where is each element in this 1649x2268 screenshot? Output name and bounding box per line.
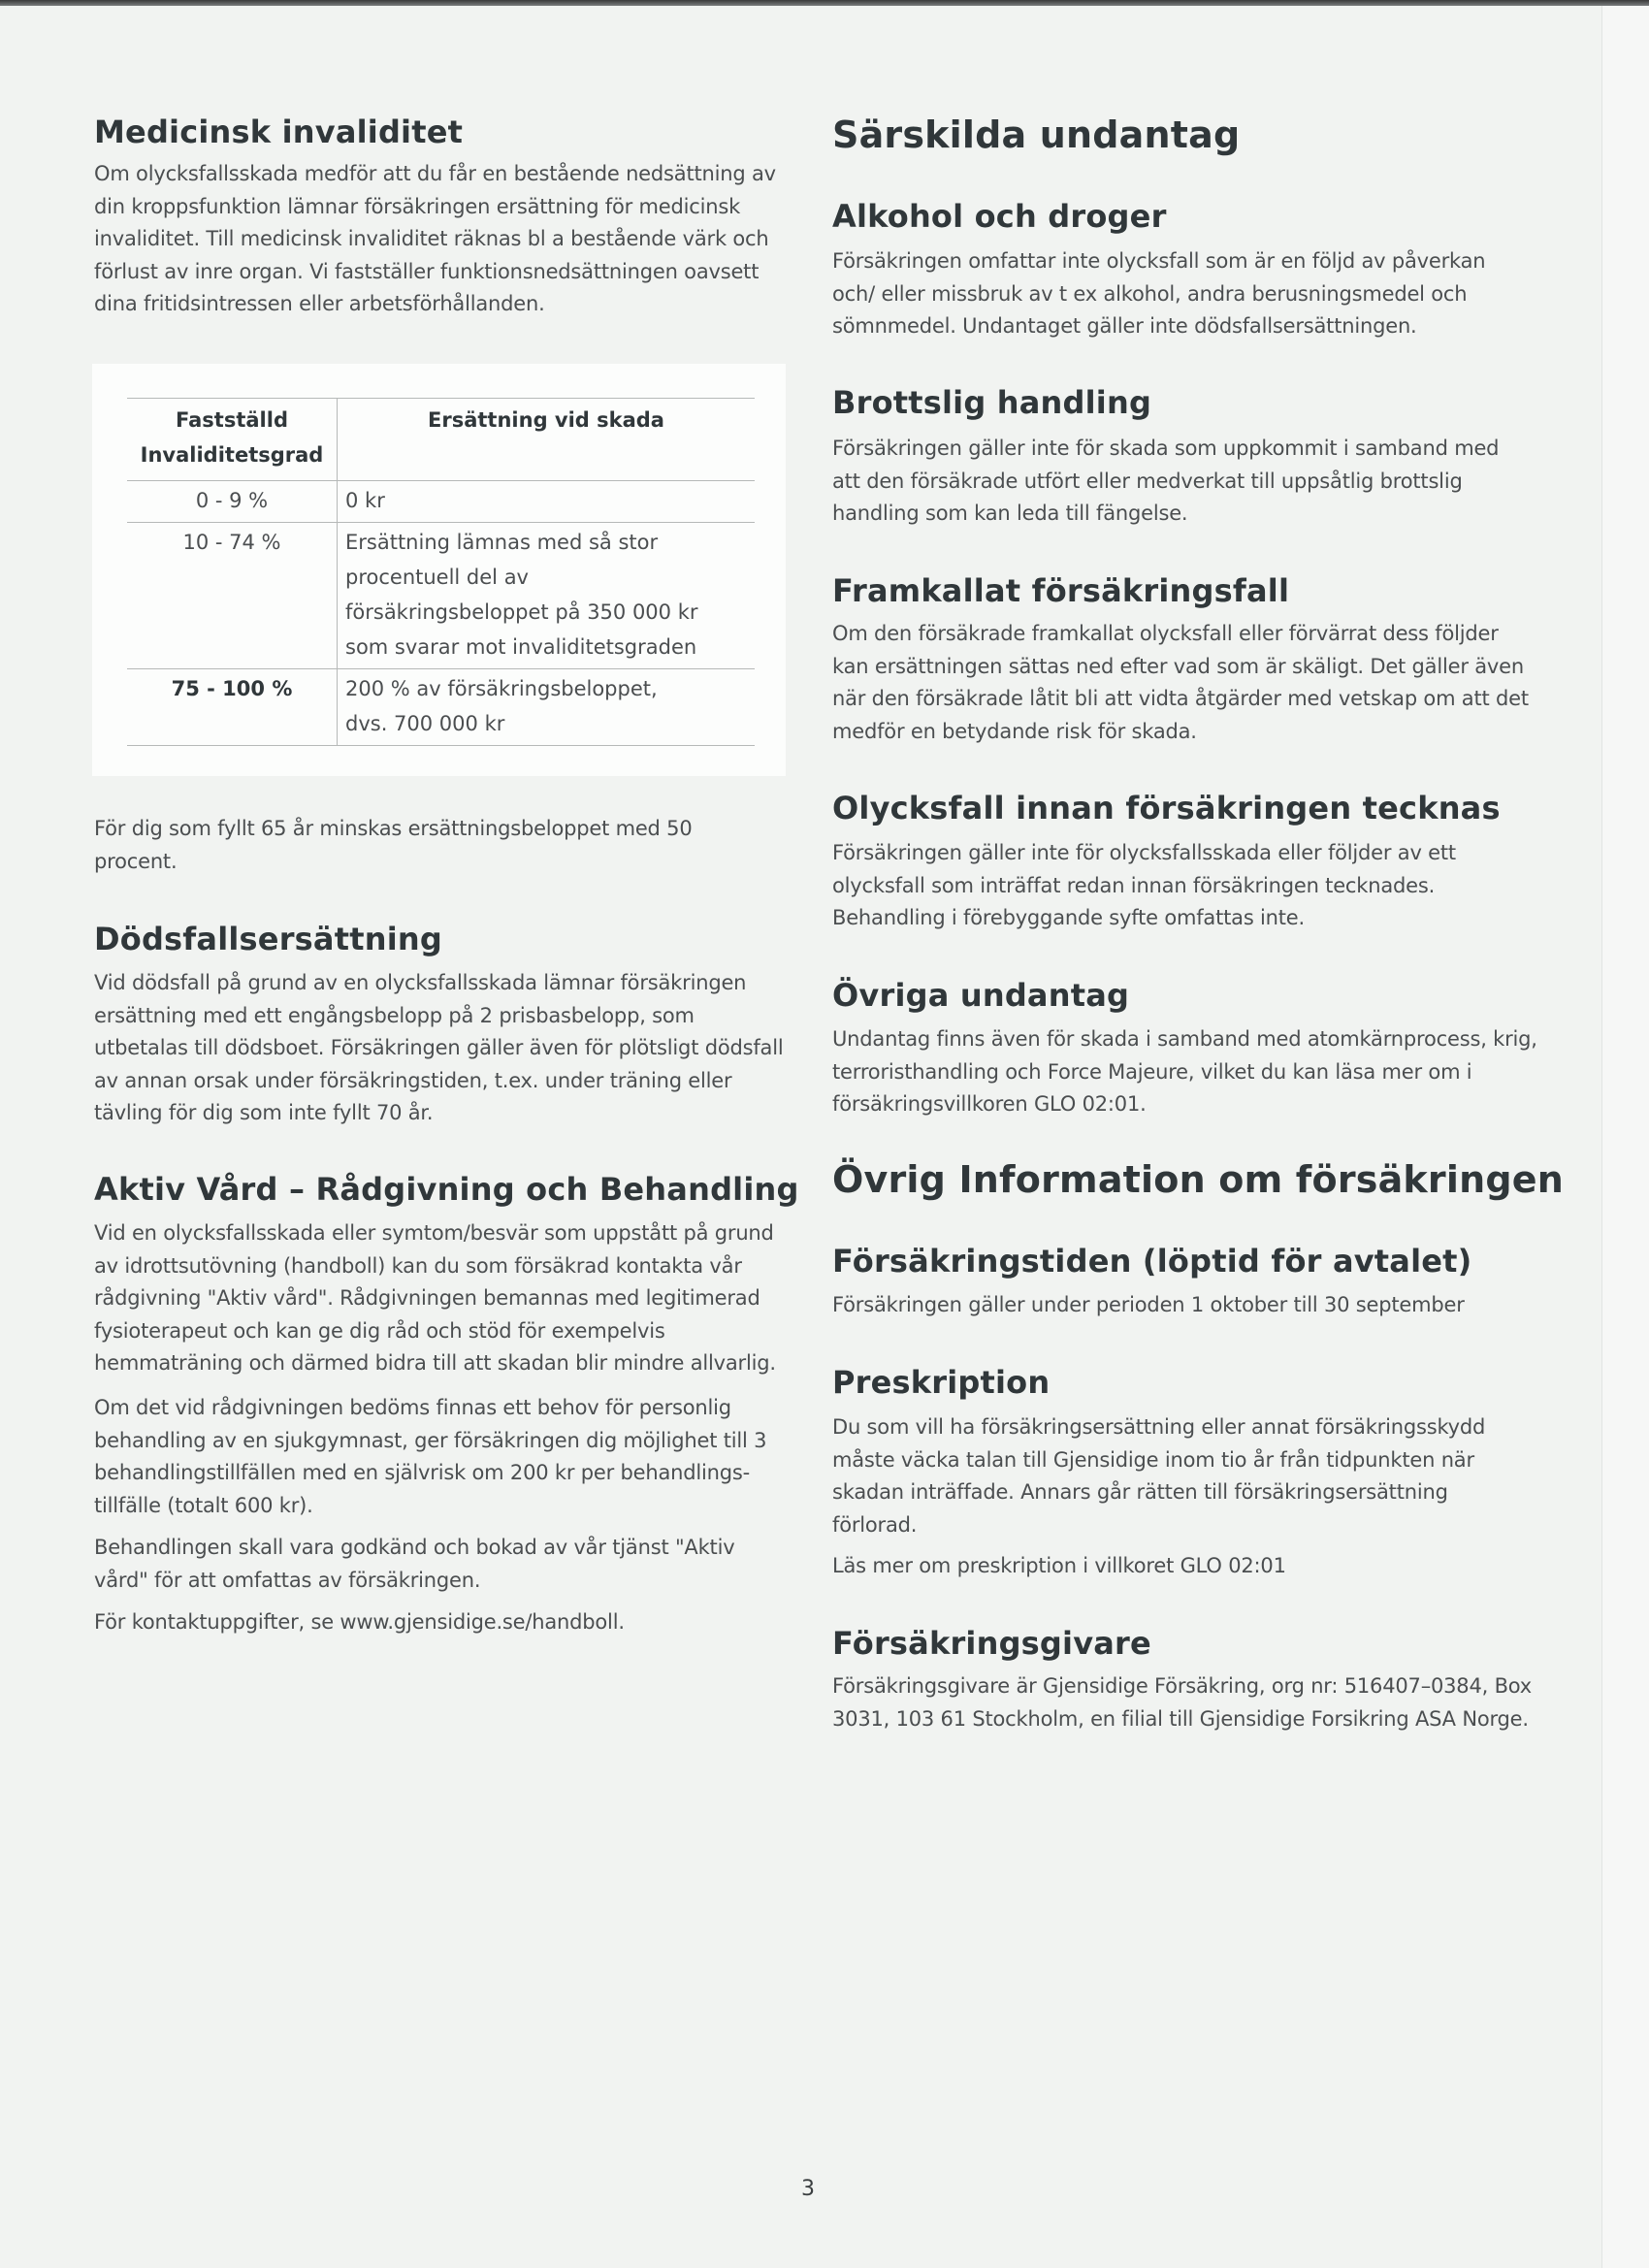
grade-cell: 10 - 74 % [127, 523, 338, 669]
heading-alkohol-och-droger: Alkohol och droger [832, 198, 1167, 235]
forsakringsgivare-body: Försäkringsgivare är Gjensidige Försäkring, org nr: 516407–0384, Box 3031, 103 61 Stockholm, en filial till Gjensidige Forsikring ASA Norge. [832, 1674, 1533, 1731]
aktiv-vard-paragraph-1: Vid en olycksfallsskada eller symtom/besvär som uppstått på grund av idrottsutövning (handboll) kan du som försäkrad kontakta vår rådgivning "Aktiv vård". Rådgivningen bemannas med legitimerad fysioterapeut och kan ge dig råd och stöd för exempelvis hemmaträning och därmed bidra till att skadan blir mindre allvarlig. [94, 1221, 776, 1375]
page-number: 3 [801, 2177, 815, 2201]
olycksfall-innan-body: Försäkringen gäller inte för olycksfallsskada eller följder av ett olycksfall som inträffat redan innan försäkringen tecknades. Behandling i förebyggande syfte omfattas inte. [832, 841, 1456, 929]
brottslig-handling-body: Försäkringen gäller inte för skada som uppkommit i samband med att den försäkrade utfört eller medverkat till uppsåtlig brottslig handling som kan leda till fängelse. [832, 437, 1500, 525]
alkohol-och-droger-body: Försäkringen omfattar inte olycksfall som är en följd av påverkan och/ eller missbruk av t ex alkohol, andra berusningsmedel och sömnmedel. Undantaget gäller inte dödsfallsersättningen. [832, 249, 1486, 338]
heading-ovrig-information: Övrig Information om försäkringen [832, 1158, 1564, 1201]
invaliditet-table-box [92, 364, 786, 776]
forsakringstiden-body: Försäkringen gäller under perioden 1 oktober till 30 september [832, 1293, 1465, 1316]
table-row [127, 523, 755, 669]
aktiv-vard-paragraph-3: Behandlingen skall vara godkänd och bokad av vår tjänst "Aktiv vård" för att omfattas av försäkringen. [94, 1536, 735, 1592]
age-reduction-note: För dig som fyllt 65 år minskas ersättningsbeloppet med 50 procent. [94, 817, 693, 873]
table-header-compensation: Ersättning vid skada [338, 399, 756, 481]
heading-olycksfall-innan: Olycksfall innan försäkringen tecknas [832, 790, 1501, 826]
dodsfallsersattning-body: Vid dödsfall på grund av en olycksfallsskada lämnar försäkringen ersättning med ett engångsbelopp på 2 prisbasbelopp, som utbetalas till dödsboet. Försäkringen gäller även för plötsligt dödsfall av annan orsak under försäkringstiden, t.ex. under träning eller tävling för dig som inte fyllt 70 år. [94, 971, 784, 1124]
ovriga-undantag-body: Undantag finns även för skada i samband med atomkärnprocess, krig, terroristhandling och Force Majeure, vilket du kan läsa mer om i försäkringsvillkoren GLO 02:01. [832, 1027, 1537, 1116]
compensation-cell: Ersättning lämnas med så stor procentuell del av försäkringsbeloppet på 350 000 kr som svarar mot invaliditetsgraden [338, 523, 756, 669]
table-header-row [127, 399, 755, 481]
preskription-reference: Läs mer om preskription i villkoret GLO 02:01 [832, 1554, 1286, 1577]
compensation-cell: 0 kr [338, 481, 756, 523]
heading-framkallat-forsakringsfall: Framkallat försäkringsfall [832, 572, 1290, 609]
scan-top-edge [0, 0, 1649, 6]
table-row [127, 481, 755, 523]
invaliditet-table [127, 398, 755, 746]
framkallat-forsakringsfall-body: Om den försäkrade framkallat olycksfall eller förvärrat dess följder kan ersättningen sättas ned efter vad som är skäligt. Det gäller även när den försäkrade låtit bli att vidta åtgärder med vetskap om att det medför en betydande risk för skada. [832, 622, 1529, 743]
scan-right-edge [1601, 6, 1649, 2268]
heading-medicinsk-invaliditet: Medicinsk invaliditet [94, 113, 464, 150]
header-grade-line-2: Invaliditetsgrad [140, 443, 324, 467]
heading-brottslig-handling: Brottslig handling [832, 384, 1152, 421]
heading-forsakringsgivare: Försäkringsgivare [832, 1625, 1151, 1662]
heading-sarskilda-undantag: Särskilda undantag [832, 113, 1241, 156]
aktiv-vard-contact: För kontaktuppgifter, se www.gjensidige.se/handboll. [94, 1610, 625, 1634]
heading-preskription: Preskription [832, 1364, 1051, 1401]
table-header-grade [127, 399, 338, 481]
aktiv-vard-paragraph-2: Om det vid rådgivningen bedöms finnas ett behov för personlig behandling av en sjukgymnast, ger försäkringen dig möjlighet till 3 behandlingstillfällen med en självrisk om 200 kr per behandlings-tillfälle (totalt 600 kr). [94, 1396, 767, 1517]
compensation-cell: 200 % av försäkringsbeloppet, dvs. 700 000 kr [338, 669, 756, 746]
header-grade-line-1: Fastställd [176, 408, 288, 432]
grade-cell: 0 - 9 % [127, 481, 338, 523]
grade-cell: 75 - 100 % [127, 669, 338, 746]
heading-forsakringstiden: Försäkringstiden (löptid för avtalet) [832, 1243, 1472, 1280]
medicinsk-invaliditet-body: Om olycksfallsskada medför att du får en bestående nedsättning av din kroppsfunktion lämnar försäkringen ersättning för medicinsk invaliditet. Till medicinsk invaliditet räknas bl a bestående värk och förlust av inre organ. Vi fastställer funktionsnedsättningen oavsett dina fritidsintressen eller arbetsförhållanden. [94, 162, 776, 315]
preskription-body: Du som vill ha försäkringsersättning eller annat försäkringsskydd måste väcka talan till Gjensidige inom tio år från tidpunkten när skadan inträffade. Annars går rätten till försäkringsersättning förlorad. [832, 1415, 1486, 1537]
heading-ovriga-undantag: Övriga undantag [832, 977, 1130, 1014]
table-row [127, 669, 755, 746]
heading-dodsfallsersattning: Dödsfallsersättning [94, 921, 442, 957]
heading-aktiv-vard: Aktiv Vård – Rådgivning och Behandling [94, 1171, 799, 1208]
